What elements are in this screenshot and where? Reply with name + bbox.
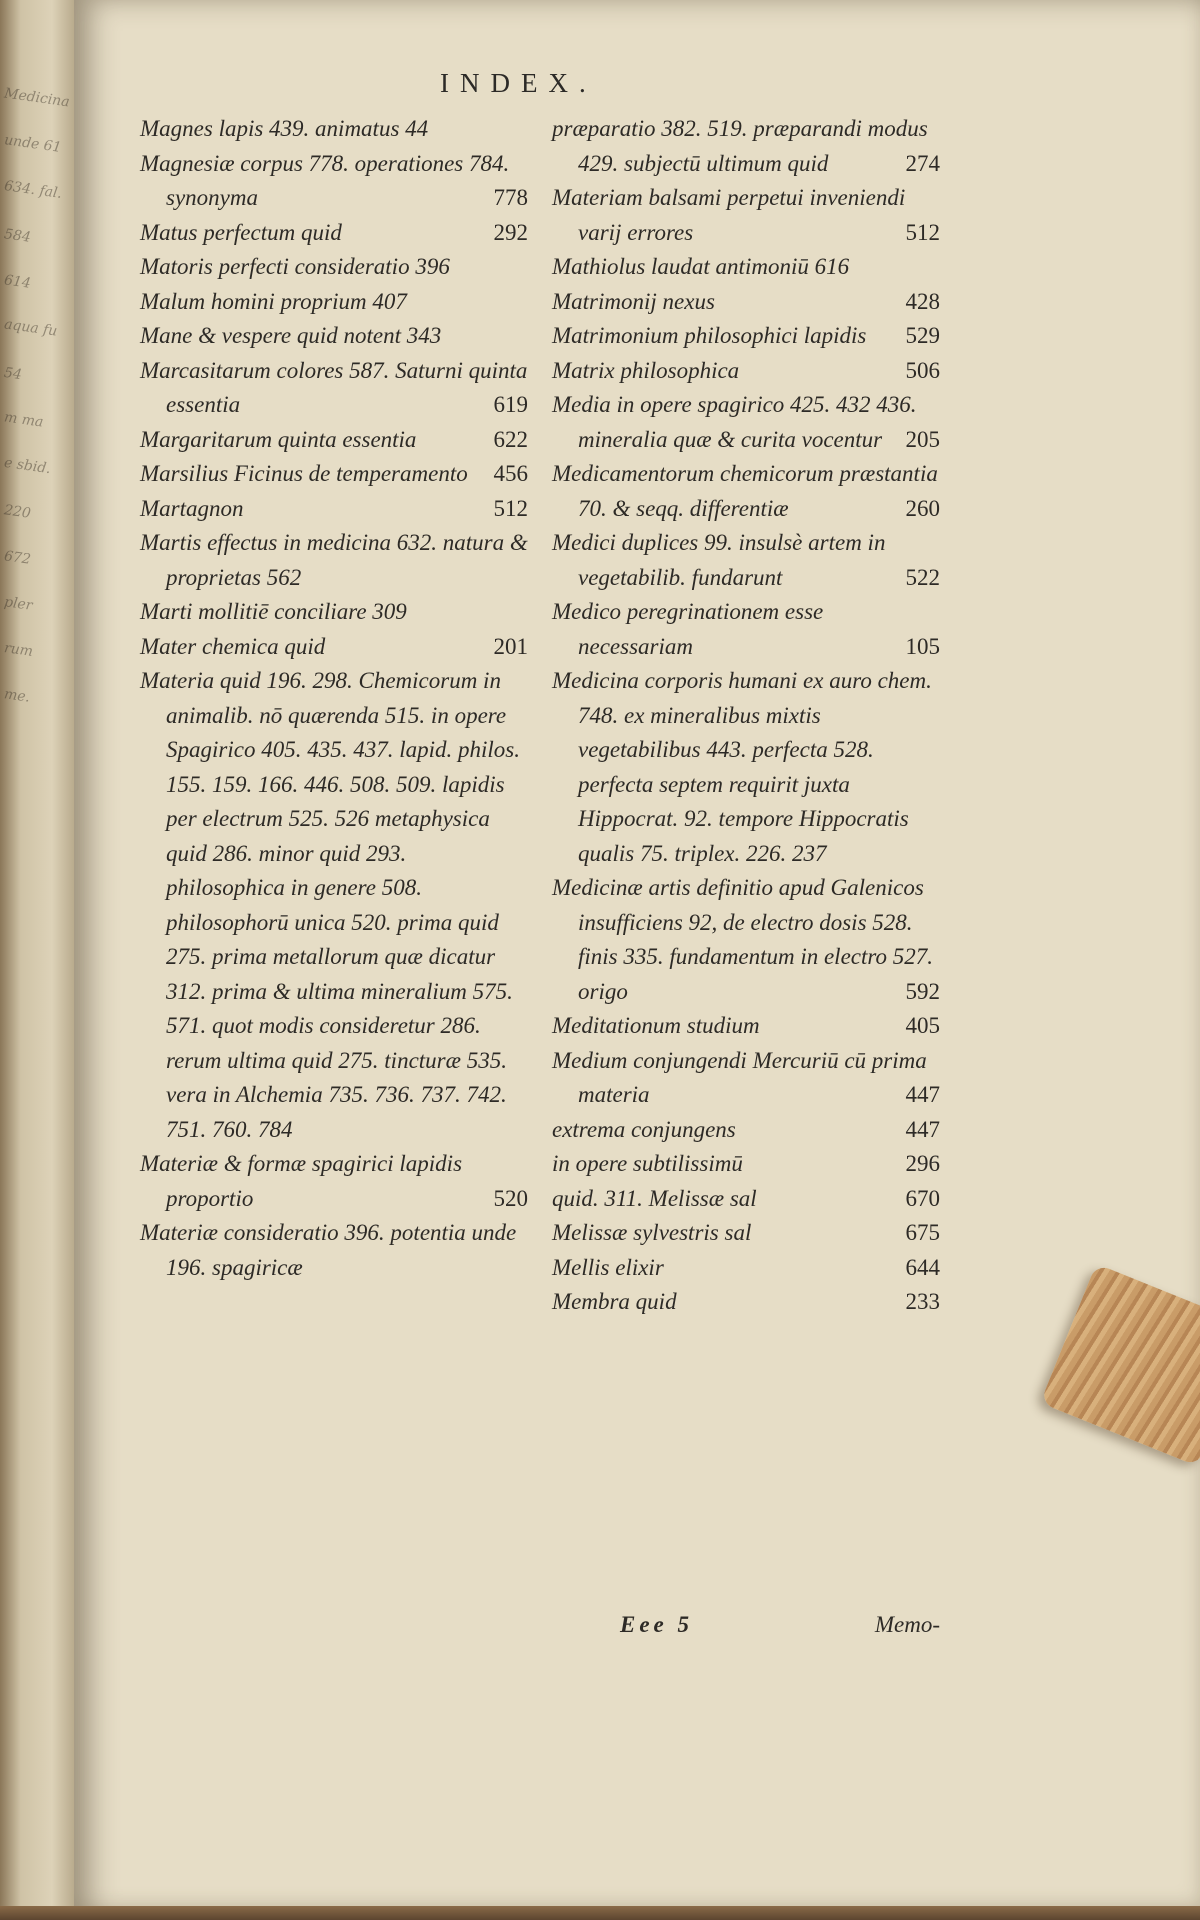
entry-page-number: 622 xyxy=(493,426,528,452)
entry-page-number: 405 xyxy=(905,1013,940,1038)
entry-page-number: 447 xyxy=(905,1082,940,1107)
entry-text: Margaritarum quinta essentia xyxy=(140,426,417,452)
entry-page-number: 670 xyxy=(905,1185,940,1211)
index-entry xyxy=(552,319,940,354)
index-entry xyxy=(140,285,528,320)
entry-text: Matrimonium philosophici lapidis xyxy=(552,323,867,348)
entry-text: Materia quid 196. 298. Chemicorum in animalib. nō quærenda 515. in opere Spagirico 405. 435. 437. lapid. philos. 155. 159. 166. 446. 508. 509. lapidis per electrum 525. 526 metaphysica quid 286. minor quid 293. philosophica in genere 508. philosophorū unica 520. prima quid 275. prima metallorum quæ dicatur 312. prima & ultima mineralium 575. 571. quot modis consideretur 286. rerum ultima quid 275. tincturæ 535. vera in Alchemia 735. 736. 737. 742. 751. 760. 784 xyxy=(140,668,520,1142)
entry-text: Martagnon xyxy=(140,495,244,521)
index-column-left xyxy=(140,112,528,1285)
index-entry xyxy=(552,1251,940,1286)
entry-page-number: 105 xyxy=(905,633,940,659)
entry-page-number: 296 xyxy=(905,1151,940,1176)
index-entry xyxy=(140,630,528,665)
entry-text: Medicina corporis humani ex auro chem. 748. ex mineralibus mixtis vegetabilibus 443. perfecta 528. perfecta septem requirit juxta Hippocrat. 92. tempore Hippocratis qualis 75. triplex. 226. 237 xyxy=(552,668,932,866)
index-entry xyxy=(140,216,528,251)
entry-page-number: 619 xyxy=(493,392,528,417)
entry-page-number: 778 xyxy=(493,185,528,210)
index-entry xyxy=(140,1216,528,1285)
book-bottom-edge xyxy=(0,1906,1200,1920)
entry-text: extrema conjungens xyxy=(552,1116,736,1142)
catchword: Memo- xyxy=(874,1612,940,1637)
entry-text: Marti mollitiē conciliare 309 xyxy=(140,599,407,624)
entry-page-number: 520 xyxy=(493,1185,528,1211)
bleed-fragment: e sbid. xyxy=(3,454,52,478)
entry-page-number: 260 xyxy=(905,495,940,521)
entry-text: Martis effectus in medicina 632. natura & proprietas 562 xyxy=(140,530,528,590)
bleed-fragment: 614 xyxy=(3,272,32,292)
entry-text: præparatio 382. 519. præparandi modus 429. subjectū ultimum quid xyxy=(552,116,928,176)
bleed-fragment: unde 61 xyxy=(3,132,63,156)
entry-text: in opere subtilissimū xyxy=(552,1151,743,1176)
index-entry xyxy=(552,1009,940,1044)
entry-page-number: 512 xyxy=(905,219,940,245)
index-entry xyxy=(140,423,528,458)
entry-text: Mane & vespere quid notent 343 xyxy=(140,323,442,348)
index-entry xyxy=(140,492,528,527)
entry-page-number: 205 xyxy=(905,426,940,452)
entry-page-number: 592 xyxy=(905,978,940,1004)
entry-text: Mater chemica quid xyxy=(140,633,326,659)
index-entry xyxy=(552,1044,940,1113)
index-entry xyxy=(552,181,940,250)
entry-text: Medici duplices 99. insulsè artem in vegetabilib. fundarunt xyxy=(552,530,886,590)
bleed-fragment: me. xyxy=(3,686,32,706)
bleed-fragment: 672 xyxy=(3,548,32,568)
index-entry xyxy=(552,388,940,457)
index-entry xyxy=(552,250,940,285)
index-entry xyxy=(552,112,940,181)
entry-text: Mellis elixir xyxy=(552,1254,664,1280)
bleed-fragment: rum xyxy=(3,640,34,660)
entry-page-number: 274 xyxy=(905,150,940,176)
entry-text: Materiam balsami perpetui inveniendi varij errores xyxy=(552,185,906,245)
entry-text: Matoris perfecti consideratio 396 xyxy=(140,254,450,279)
bleed-fragment: aqua fu xyxy=(3,316,59,340)
bleed-fragment: pler xyxy=(3,594,34,614)
entry-page-number: 428 xyxy=(905,288,940,314)
index-entry xyxy=(140,457,528,492)
entry-text: Medicamentorum chemicorum præstantia 70. & seqq. differentiæ xyxy=(552,461,938,521)
index-entry xyxy=(140,664,528,1147)
index-entry xyxy=(140,354,528,423)
entry-text: Malum homini proprium 407 xyxy=(140,288,407,314)
index-entry xyxy=(140,250,528,285)
entry-page-number: 644 xyxy=(905,1254,940,1280)
entry-text: quid. 311. Melissæ sal xyxy=(552,1185,757,1211)
index-entry xyxy=(552,664,940,871)
entry-page-number: 233 xyxy=(905,1289,940,1314)
entry-page-number: 529 xyxy=(905,323,940,348)
entry-page-number: 447 xyxy=(905,1116,940,1142)
entry-text: Marcasitarum colores 587. Saturni quinta essentia xyxy=(140,357,528,417)
entry-text: Membra quid xyxy=(552,1289,677,1314)
entry-text: Magnesiæ corpus 778. operationes 784. synonyma xyxy=(140,150,510,210)
entry-text: Medicinæ artis definitio apud Galenicos insufficiens 92, de electro dosis 528. finis 335. fundamentum in electro 527. origo xyxy=(552,875,933,1004)
index-column-right xyxy=(552,112,940,1320)
entry-page-number: 675 xyxy=(905,1220,940,1245)
entry-page-number: 512 xyxy=(493,495,528,521)
entry-text: Marsilius Ficinus de temperamento xyxy=(140,461,468,486)
entry-text: Materiæ consideratio 396. potentia unde 196. spagiricæ xyxy=(140,1220,517,1280)
bleed-fragment: 54 xyxy=(2,364,23,384)
bleed-fragment: 584 xyxy=(3,226,32,246)
index-entry xyxy=(552,1113,940,1148)
index-entry xyxy=(552,1147,940,1182)
page-title: INDEX. xyxy=(440,68,597,98)
index-entry xyxy=(140,526,528,595)
bleed-fragment: 634. fal. xyxy=(3,178,63,202)
index-entry xyxy=(140,1147,528,1216)
signature-mark: Eee 5 xyxy=(620,1612,694,1637)
entry-page-number: 506 xyxy=(905,357,940,383)
bleed-fragment: Medicina xyxy=(3,85,71,111)
index-entry xyxy=(552,595,940,664)
index-entry xyxy=(552,1182,940,1217)
entry-text: Magnes lapis 439. animatus 44 xyxy=(140,116,429,141)
entry-text: Matrimonij nexus xyxy=(552,288,715,314)
entry-page-number: 292 xyxy=(493,219,528,245)
index-entry xyxy=(552,1285,940,1320)
index-entry xyxy=(140,112,528,147)
index-entry xyxy=(140,147,528,216)
entry-text: Matus perfectum quid xyxy=(140,219,342,245)
entry-page-number: 522 xyxy=(905,564,940,590)
entry-text: Media in opere spagirico 425. 432 436. mineralia quæ & curita vocentur xyxy=(552,392,917,452)
index-entry xyxy=(552,354,940,389)
index-entry xyxy=(552,457,940,526)
entry-text: Materiæ & formæ spagirici lapidis proportio xyxy=(140,1151,463,1211)
index-entry xyxy=(140,595,528,630)
entry-text: Medium conjungendi Mercuriū cū prima materia xyxy=(552,1047,927,1107)
entry-text: Matrix philosophica xyxy=(552,357,740,383)
entry-page-number: 201 xyxy=(493,633,528,659)
index-entry xyxy=(140,319,528,354)
bleed-fragment: m ma xyxy=(3,409,45,431)
entry-page-number: 456 xyxy=(493,461,528,486)
entry-text: Melissæ sylvestris sal xyxy=(552,1220,752,1245)
index-entry xyxy=(552,871,940,1009)
index-entry xyxy=(552,1216,940,1251)
entry-text: Medico peregrinationem esse necessariam xyxy=(552,599,824,659)
entry-text: Mathiolus laudat antimoniū 616 xyxy=(552,254,850,279)
index-entry xyxy=(552,285,940,320)
entry-text: Meditationum studium xyxy=(552,1013,760,1038)
bleed-fragment: 220 xyxy=(3,502,32,522)
index-entry xyxy=(552,526,940,595)
